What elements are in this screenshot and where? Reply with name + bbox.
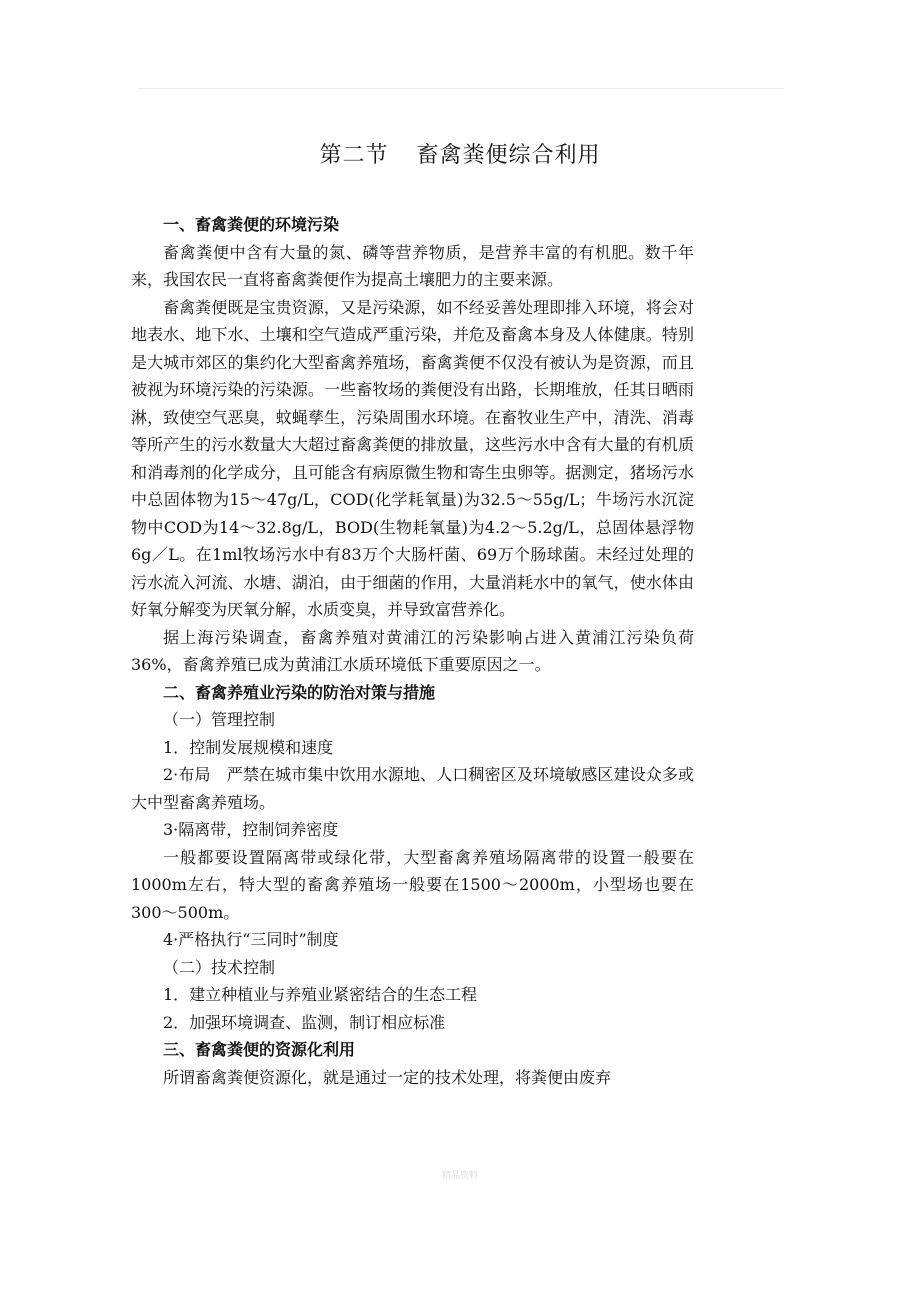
section-number: 第二节: [319, 143, 389, 168]
list-item: 4·严格执行“三同时”制度: [163, 930, 339, 949]
list-item: 1．建立种植业与养殖业紧密结合的生态工程: [163, 985, 478, 1004]
footer-watermark: 精品资料: [441, 1171, 478, 1181]
list-item: 2·布局 严禁在城市集中饮用水源地、人口稠密区及环境敏感区建设众多或大中型畜禽养殖场。: [131, 765, 694, 812]
section-title: 畜禽粪便综合利用: [416, 143, 601, 168]
list-item: 3·隔离带，控制饲养密度: [163, 820, 339, 839]
document-body: [131, 211, 694, 1091]
paragraph: 畜禽粪便既是宝贵资源，又是污染源，如不经妥善处理即排入环境，将会对地表水、地下水、土壤和空气造成严重污染，并危及畜禽本身及人体健康。特别是大城市郊区的集约化大型畜禽养殖场，畜禽粪便不仅没有被认为是资源，而且被视为环境污染的污染源。一些畜牧场的粪便没有出路，长期堆放，任其日晒雨淋，致使空气恶臭，蚊蝇孳生，污染周围水环境。在畜牧业生产中，清洗、消毒等所产生的污水数量大大超过畜禽粪便的排放量，这些污水中含有大量的有机质和消毒剂的化学成分，且可能含有病原微生物和寄生虫卵等。据测定，猪场污水中总固体物为15～47g/L，COD(化学耗氧量)为32.5～55g/L；牛场污水沉淀物中COD为14～32.8g/L，BOD(生物耗氧量)为4.2～5.2g/L，总固体悬浮物6g／L。在1ml牧场污水中有83万个大肠杆菌、69万个肠球菌。未经过处理的污水流入河流、水塘、湖泊，由于细菌的作用，大量消耗水中的氧气，使水体由好氧分解变为厌氧分解，水质变臭，并导致富营养化。: [131, 297, 694, 619]
section-heading-2: 二、畜禽养殖业污染的防治对策与措施: [163, 682, 436, 702]
page-title: [0, 138, 920, 169]
subheading: （二）技术控制: [163, 957, 276, 977]
paragraph: 一般都要设置隔离带或绿化带，大型畜禽养殖场隔离带的设置一般要在1000m左右，特大型的畜禽养殖场一般要在1500～2000m，小型场也要在300～500m。: [131, 847, 694, 922]
list-item: 2．加强环境调查、监测，制订相应标准: [163, 1012, 446, 1032]
paragraph: 所谓畜禽粪便资源化，就是通过一定的技术处理，将粪便由废弃: [163, 1067, 612, 1087]
paragraph: 据上海污染调查，畜禽养殖对黄浦江的污染影响占进入黄浦江污染负荷36%，畜禽养殖已成为黄浦江水质环境低下重要原因之一。: [131, 627, 694, 674]
header-rule: [138, 88, 784, 89]
paragraph: 畜禽粪便中含有大量的氮、磷等营养物质，是营养丰富的有机肥。数千年来，我国农民一直将畜禽粪便作为提高土壤肥力的主要来源。: [131, 242, 694, 289]
section-heading-1: 一、畜禽粪便的环境污染: [163, 215, 340, 234]
list-item: 1．控制发展规模和速度: [163, 737, 334, 757]
section-heading-3: 三、畜禽粪便的资源化利用: [163, 1040, 356, 1059]
subheading: （一）管理控制: [163, 710, 276, 729]
